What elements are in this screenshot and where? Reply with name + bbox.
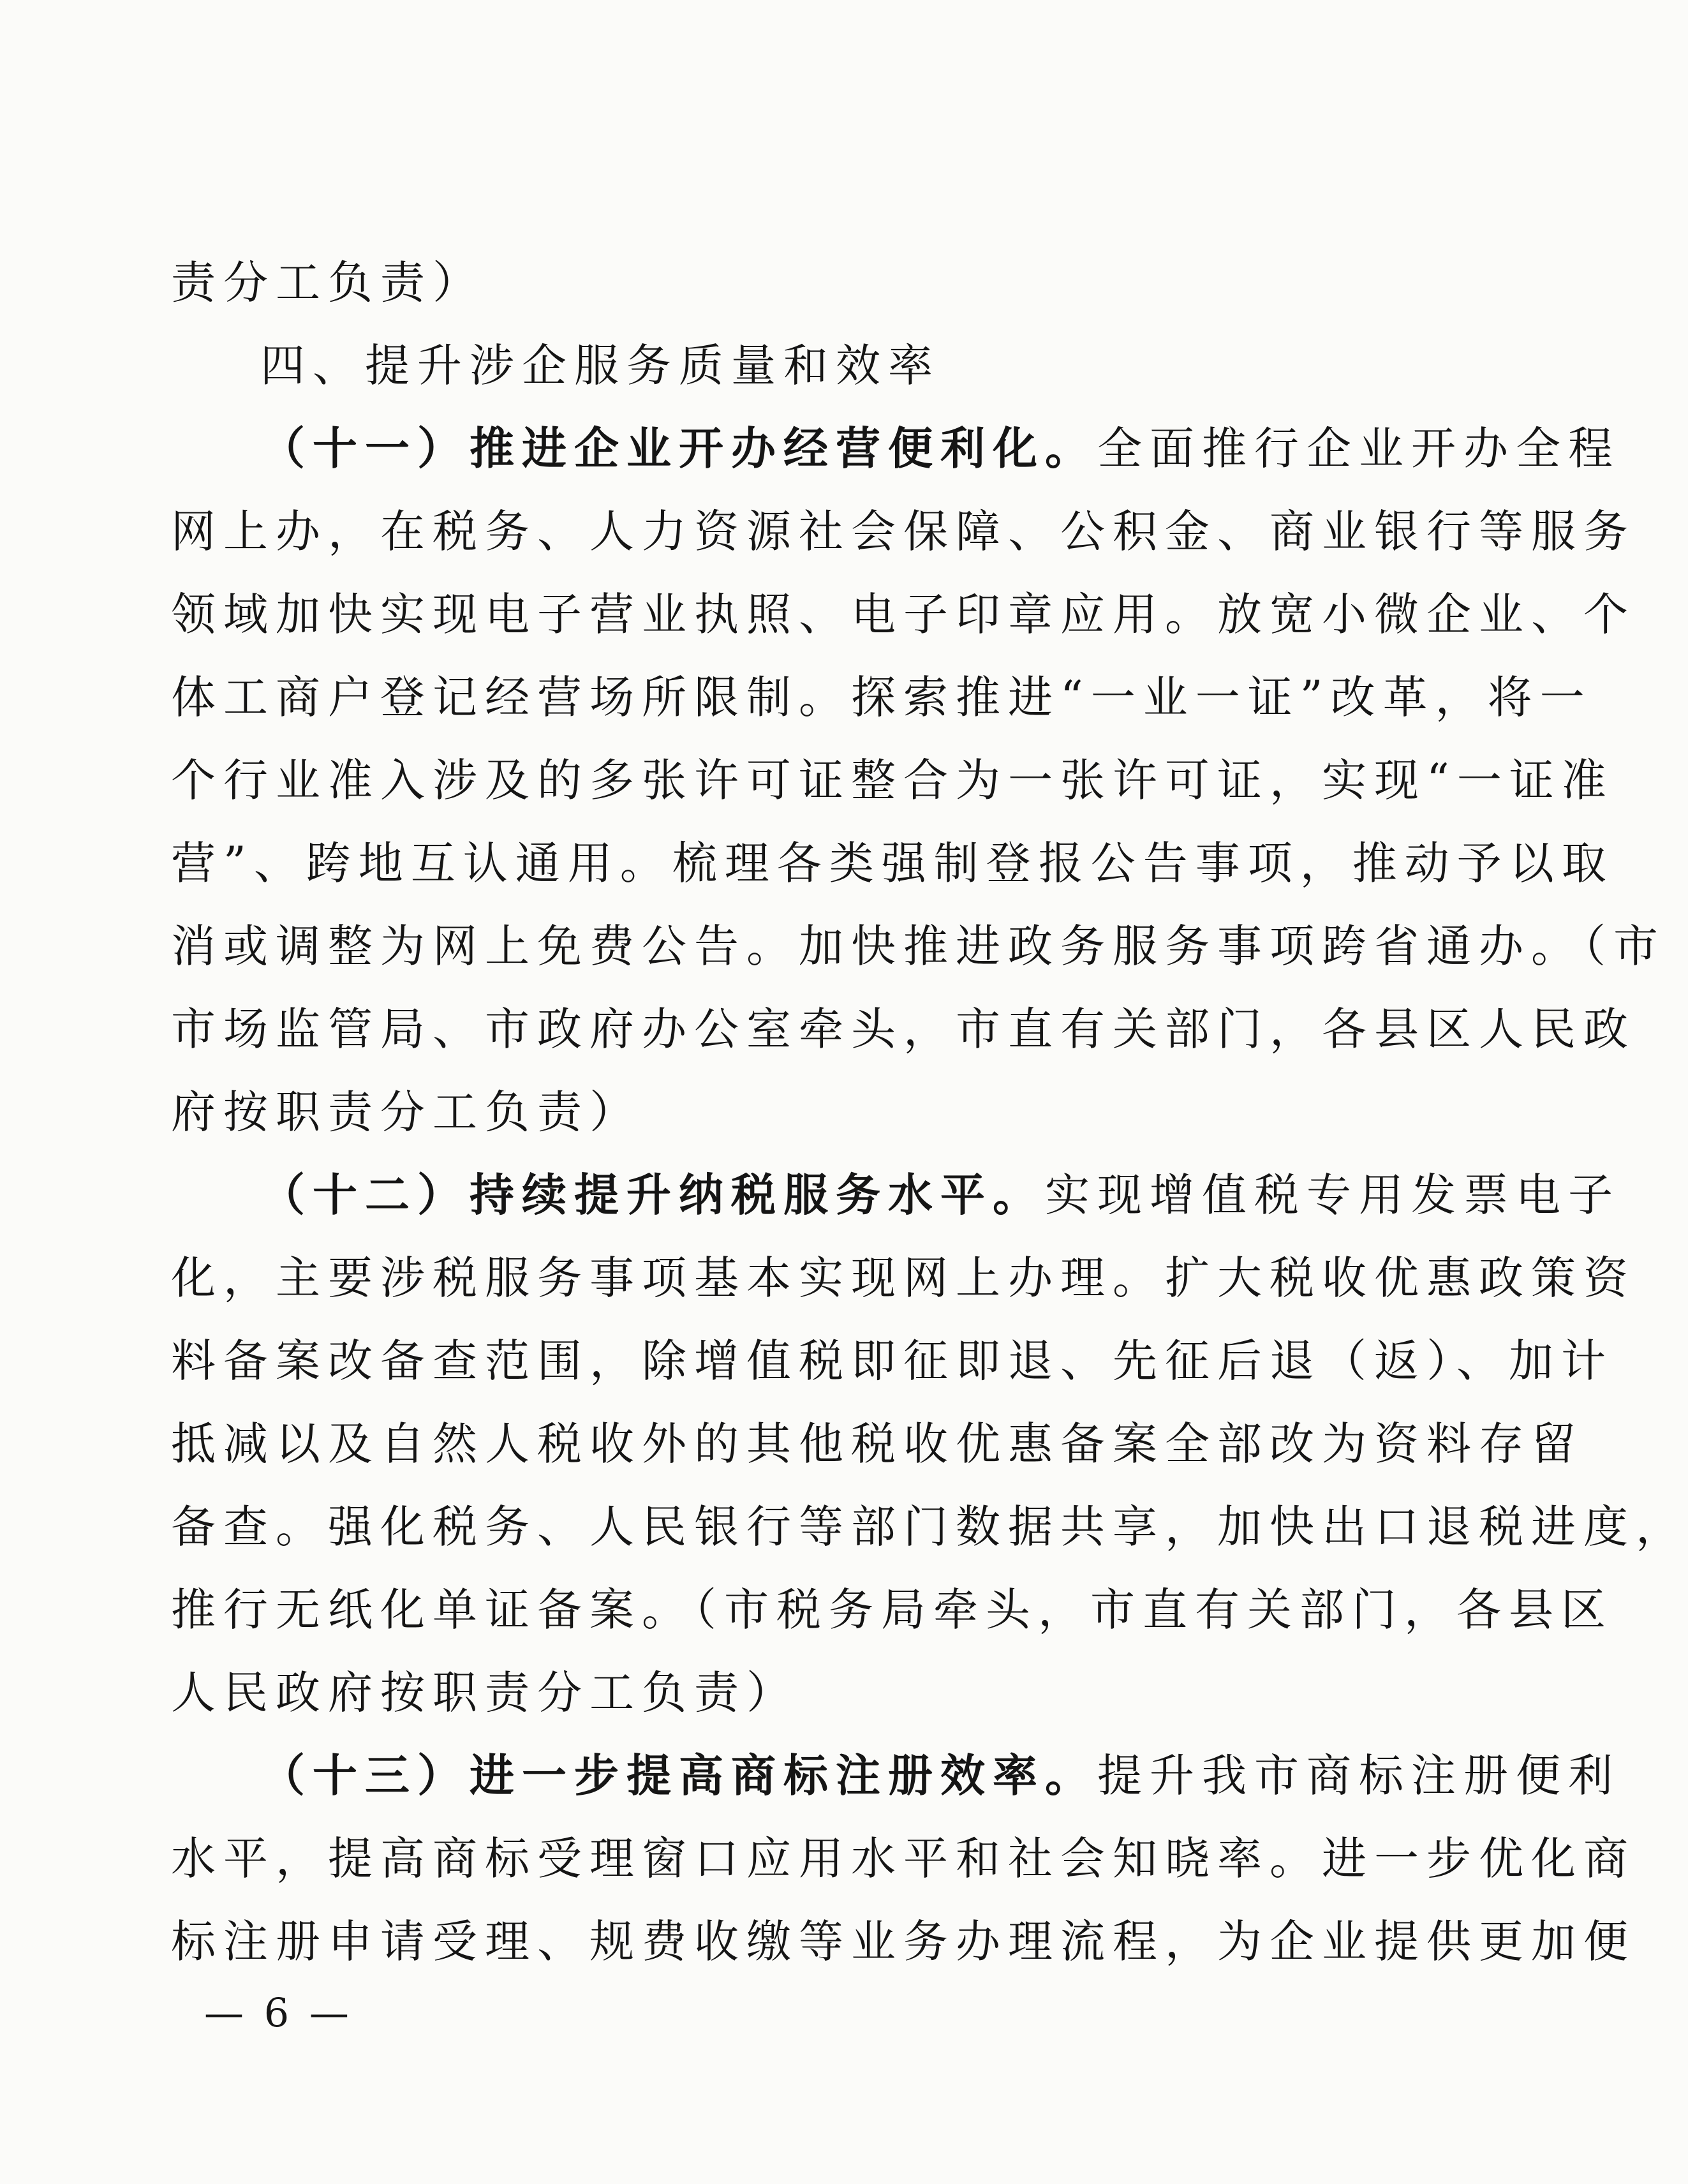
text-line: 市场监管局、市政府办公室牵头，市直有关部门，各县区人民政 (171, 1003, 1636, 1055)
text-line: 营”、跨地互认通用。梳理各类强制登报公告事项，推动予以取 (171, 837, 1614, 889)
text-line: 标注册申请受理、规费收缴等业务办理流程，为企业提供更加便 (171, 1915, 1636, 1968)
paragraph-11-title: （十一）推进企业开办经营便利化。 (260, 422, 1097, 475)
text-line: 水平，提高商标受理窗口应用水平和社会知晓率。进一步优化商 (171, 1832, 1636, 1885)
text-line: 府按职责分工负责） (171, 1086, 642, 1138)
text-line: 领域加快实现电子营业执照、电子印章应用。放宽小微企业、个 (171, 588, 1636, 641)
text-line: 网上办，在税务、人力资源社会保障、公积金、商业银行等服务 (171, 505, 1636, 558)
paragraph-13-first-line (260, 1749, 1620, 1802)
section-heading: 四、提升涉企服务质量和效率 (260, 339, 940, 392)
paragraph-12-title: （十二）持续提升纳税服务水平。 (260, 1168, 1045, 1221)
text-line: 体工商户登记经营场所限制。探索推进“一业一证”改革，将一 (171, 671, 1592, 724)
text-line: 抵减以及自然人税收外的其他税收优惠备案全部改为资料存留 (171, 1418, 1583, 1470)
text-line: 责分工负责） (171, 256, 485, 309)
paragraph-13-title: （十三）进一步提高商标注册效率。 (260, 1749, 1097, 1802)
text-line: 消或调整为网上免费公告。加快推进政务服务事项跨省通办。（市 (171, 920, 1666, 972)
text-line: 人民政府按职责分工负责） (171, 1667, 799, 1719)
text-line: 备查。强化税务、人民银行等部门数据共享，加快出口退税进度， (171, 1501, 1688, 1553)
text-line: 化，主要涉税服务事项基本实现网上办理。扩大税收优惠政策资 (171, 1252, 1636, 1304)
page-number: — 6 — (204, 1989, 353, 2036)
paragraph-12-text: 实现增值税专用发票电子 (1045, 1169, 1620, 1221)
paragraph-12-first-line (260, 1168, 1620, 1221)
text-line: 料备案改备查范围，除增值税即征即退、先征后退（返）、加计 (171, 1335, 1613, 1387)
text-line: 推行无纸化单证备案。（市税务局牵头，市直有关部门，各县区 (171, 1584, 1613, 1636)
paragraph-11-text: 全面推行企业开办全程 (1097, 422, 1620, 475)
text-line: 个行业准入涉及的多张许可证整合为一张许可证，实现“一证准 (171, 754, 1614, 806)
paragraph-13-text: 提升我市商标注册便利 (1097, 1749, 1620, 1802)
paragraph-11-first-line (260, 422, 1620, 475)
